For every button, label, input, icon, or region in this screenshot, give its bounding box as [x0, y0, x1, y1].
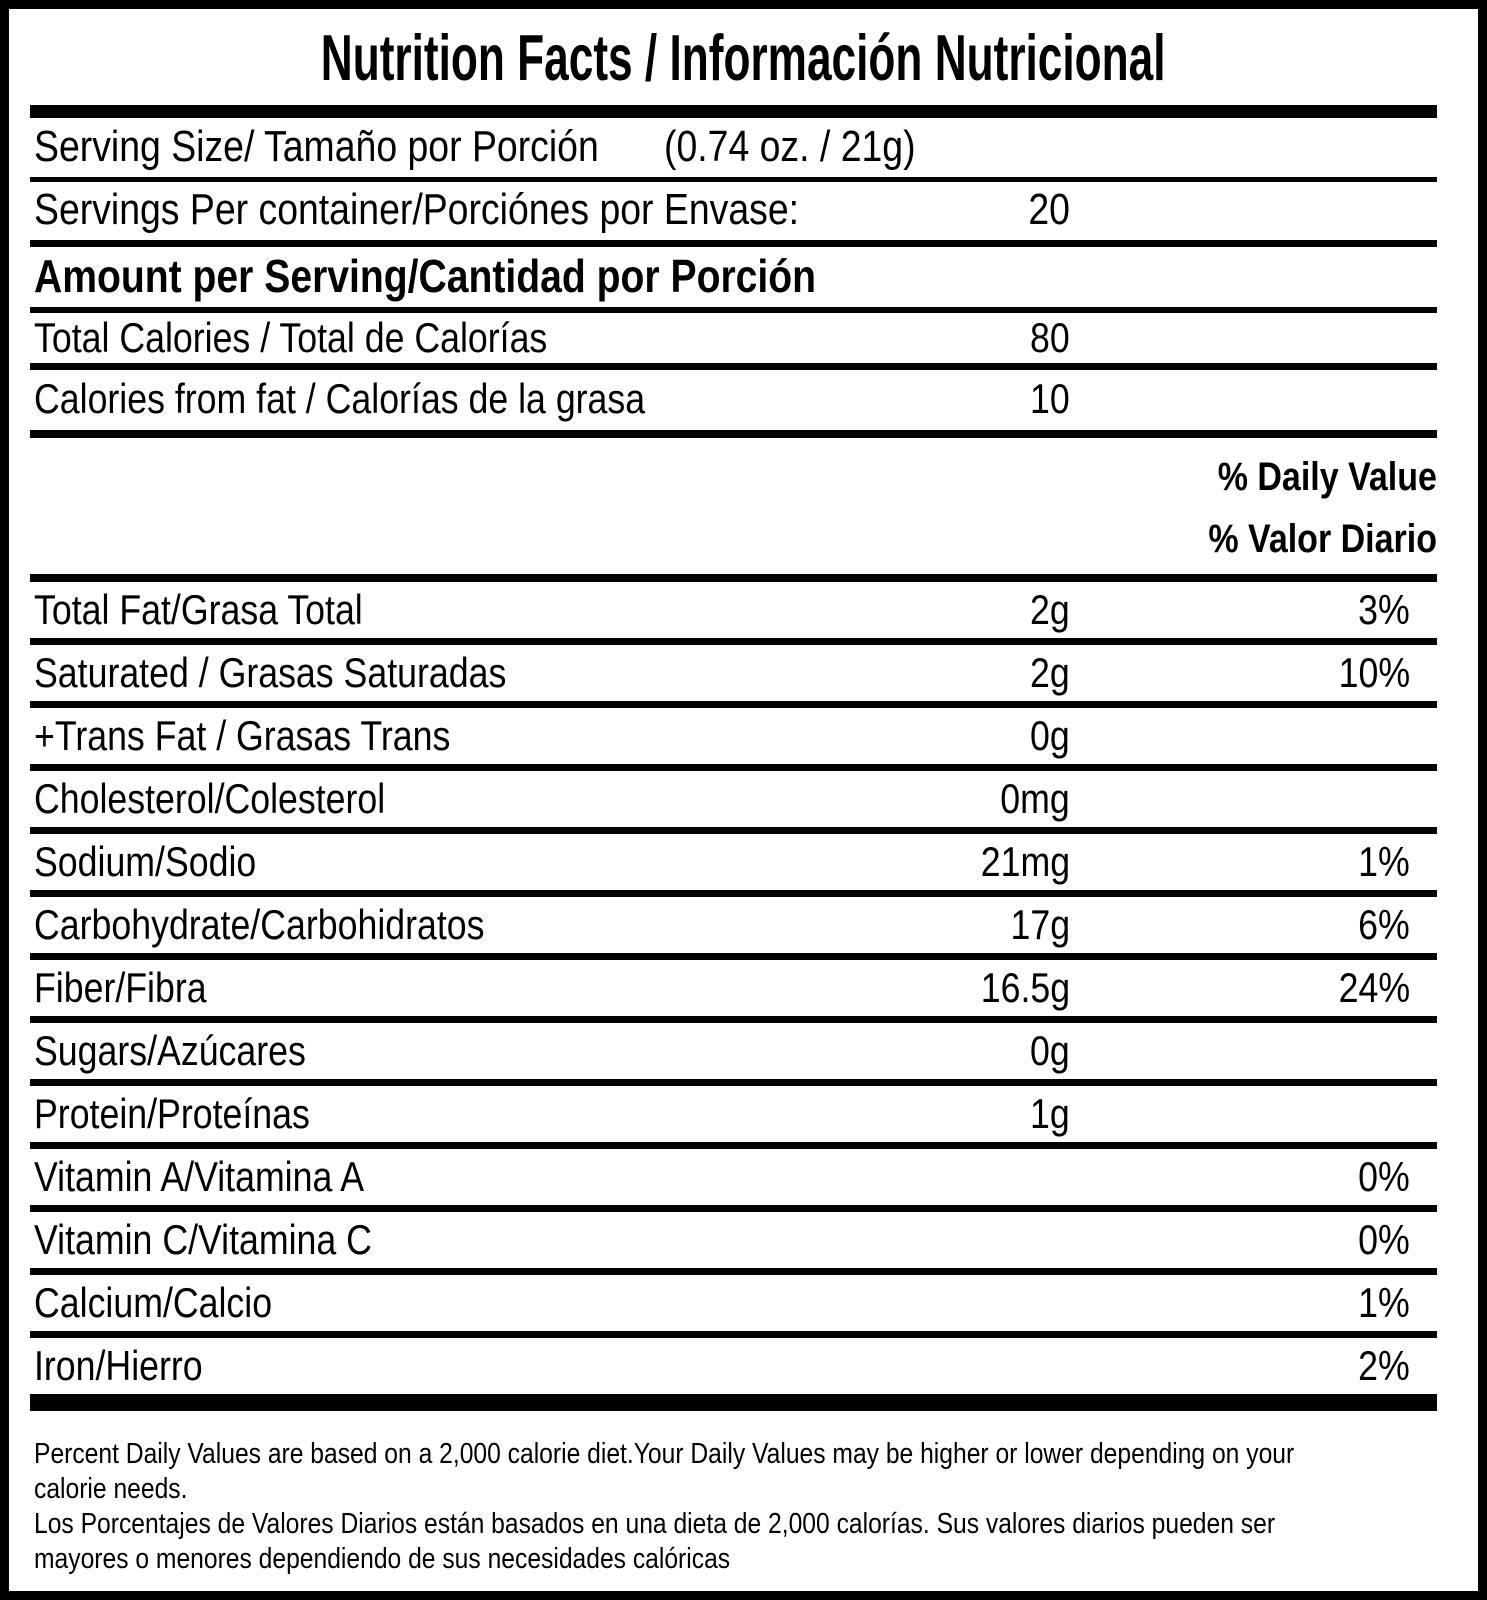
nutrient-row-total-fat	[30, 582, 1437, 645]
nutrient-row-cholesterol	[30, 771, 1437, 834]
footnote-line: mayores o menores dependiendo de sus necesidades calóricas	[34, 1543, 731, 1575]
nutrient-daily-value: 1%	[1358, 838, 1410, 885]
nutrient-label: +Trans Fat / Grasas Trans	[34, 712, 451, 759]
amount-per-serving-header: Amount per Serving/Cantidad por Porción	[34, 250, 817, 302]
nutrient-label: Fiber/Fibra	[34, 964, 207, 1011]
nutrient-row-protein	[30, 1086, 1437, 1149]
total-calories-value: 80	[1030, 314, 1070, 361]
nutrient-daily-value: 3%	[1358, 586, 1410, 633]
nutrient-label: Sodium/Sodio	[34, 838, 257, 885]
serving-size-label: Serving Size/ Tamaño por Porción	[34, 122, 599, 171]
nutrient-row-calcium	[30, 1275, 1437, 1338]
nutrient-daily-value: 2%	[1358, 1342, 1410, 1389]
nutrient-row-trans-fat	[30, 708, 1437, 771]
nutrient-label: Sugars/Azúcares	[34, 1027, 306, 1074]
nutrient-daily-value: 24%	[1338, 964, 1410, 1011]
nutrient-row-vitamin-a	[30, 1149, 1437, 1212]
nutrient-amount: 16.5g	[980, 964, 1070, 1011]
amount-per-serving-header-row	[30, 247, 1437, 313]
calories-from-fat-row	[30, 370, 1437, 438]
nutrient-daily-value: 0%	[1358, 1153, 1410, 1200]
total-calories-row	[30, 313, 1437, 370]
nutrient-row-sugars	[30, 1023, 1437, 1086]
nutrient-amount: 2g	[1030, 649, 1070, 696]
daily-value-header-block	[30, 438, 1437, 582]
footer-divider-bar	[30, 1401, 1437, 1411]
calories-from-fat-label: Calories from fat / Calorías de la grasa	[34, 375, 646, 422]
nutrient-amount: 21mg	[980, 838, 1070, 885]
nutrient-label: Calcium/Calcio	[34, 1279, 273, 1326]
nutrient-amount: 0g	[1030, 712, 1070, 759]
label-title	[9, 9, 1478, 105]
total-calories-label: Total Calories / Total de Calorías	[34, 314, 548, 361]
daily-value-header-es: % Valor Diario	[1208, 517, 1437, 561]
footnote	[30, 1411, 1441, 1577]
nutrient-amount: 0mg	[1000, 775, 1070, 822]
title-divider-bar	[30, 105, 1437, 118]
nutrient-amount: 17g	[1010, 901, 1070, 948]
nutrient-daily-value: 1%	[1358, 1279, 1410, 1326]
daily-value-header-en: % Daily Value	[1217, 455, 1437, 499]
nutrient-row-iron	[30, 1338, 1437, 1401]
nutrient-amount: 1g	[1030, 1090, 1070, 1137]
nutrient-label: Cholesterol/Colesterol	[34, 775, 386, 822]
nutrient-label: Saturated / Grasas Saturadas	[34, 649, 507, 696]
nutrient-label: Vitamin A/Vitamina A	[34, 1153, 365, 1200]
nutrient-amount: 2g	[1030, 586, 1070, 633]
nutrient-row-carbohydrate	[30, 897, 1437, 960]
label-title-text: Nutrition Facts / Información Nutricional	[321, 20, 1166, 94]
servings-per-container-label: Servings Per container/Porciónes por Envase:	[34, 185, 800, 234]
servings-per-container-value: 20	[1028, 185, 1070, 234]
nutrient-row-fiber	[30, 960, 1437, 1023]
footnote-line: calorie needs.	[34, 1473, 188, 1505]
servings-per-container-row	[30, 182, 1437, 247]
nutrient-row-sodium	[30, 834, 1437, 897]
nutrient-daily-value: 0%	[1358, 1216, 1410, 1263]
nutrient-amount: 0g	[1030, 1027, 1070, 1074]
nutrient-label: Iron/Hierro	[34, 1342, 203, 1389]
footnote-line: Percent Daily Values are based on a 2,000 calorie diet.Your Daily Values may be higher or lower depending on your	[34, 1438, 1295, 1470]
nutrient-label: Carbohydrate/Carbohidratos	[34, 901, 485, 948]
calories-from-fat-value: 10	[1030, 375, 1070, 422]
serving-size-row	[30, 118, 1437, 182]
nutrient-daily-value: 10%	[1338, 649, 1410, 696]
nutrient-label: Total Fat/Grasa Total	[34, 586, 363, 633]
footnote-line: Los Porcentajes de Valores Diarios están basados en una dieta de 2,000 calorías. Sus valores diarios pueden ser	[34, 1508, 1276, 1540]
nutrient-label: Vitamin C/Vitamina C	[34, 1216, 372, 1263]
nutrient-row-saturated-fat	[30, 645, 1437, 708]
nutrient-label: Protein/Proteínas	[34, 1090, 310, 1137]
nutrient-daily-value: 6%	[1358, 901, 1410, 948]
serving-size-value: (0.74 oz. / 21g)	[664, 122, 916, 171]
nutrient-row-vitamin-c	[30, 1212, 1437, 1275]
